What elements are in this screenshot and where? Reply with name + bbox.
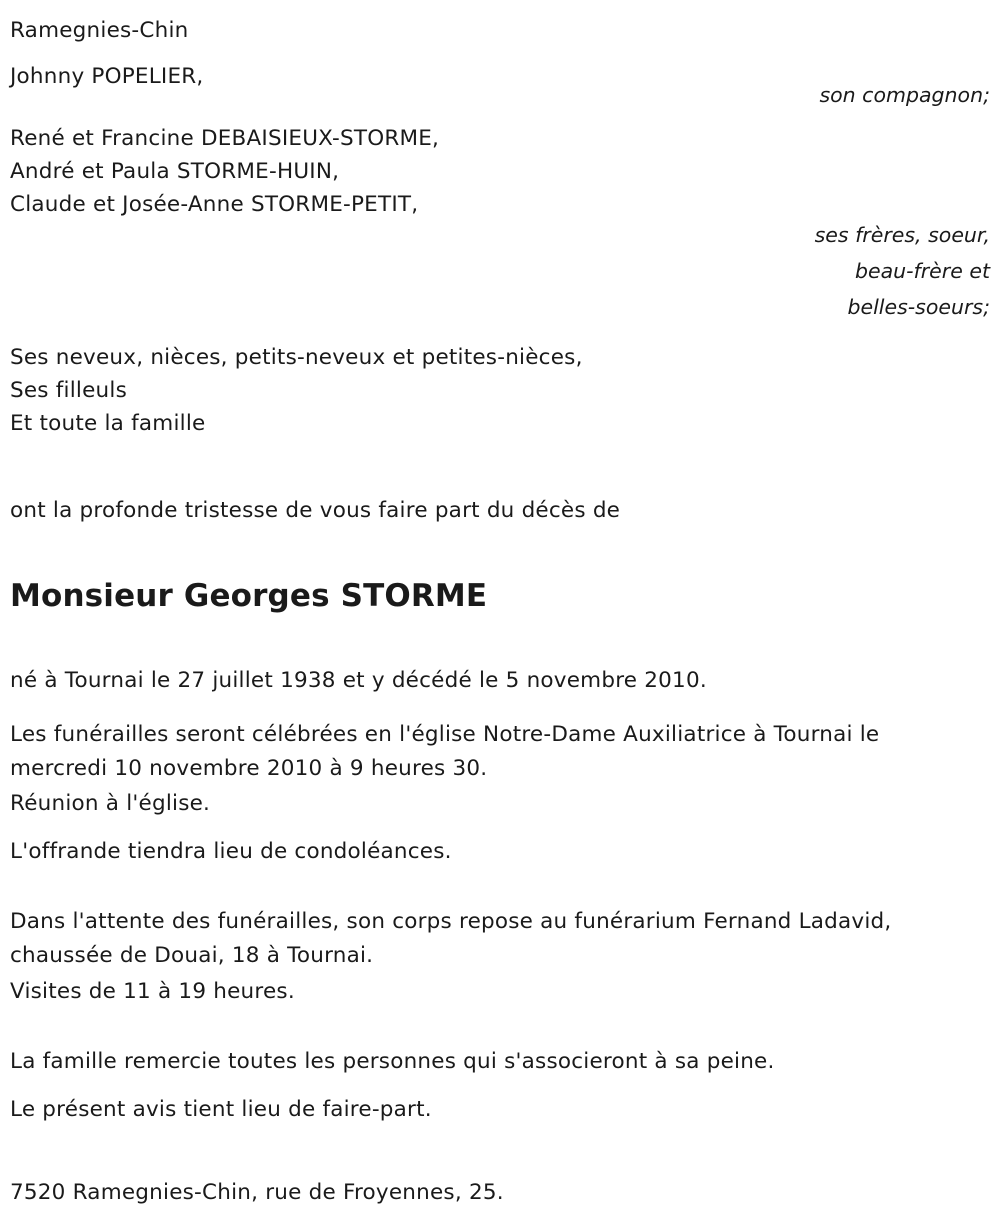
- siblings-relation-label-3: belles-soeurs;: [847, 295, 990, 319]
- partner-relation-label: son compagnon;: [819, 83, 990, 107]
- notice-paragraph: Le présent avis tient lieu de faire-part.: [10, 1097, 432, 1122]
- visiting-hours-paragraph: Visites de 11 à 19 heures.: [10, 979, 295, 1004]
- announcement-lead-line: ont la profonde tristesse de vous faire part du décès de: [10, 498, 621, 523]
- extended-family-line-3: Et toute la famille: [10, 411, 206, 436]
- gathering-detail-paragraph: Réunion à l'église.: [10, 791, 211, 816]
- siblings-relation-label-2: beau-frère et: [854, 259, 990, 283]
- extended-family-line-2: Ses filleuls: [10, 378, 128, 403]
- funeral-detail-paragraph: Les funérailles seront célébrées en l'église Notre-Dame Auxiliatrice à Tournai le mercredi 10 novembre 2010 à 9 heures 30.: [10, 722, 880, 781]
- deceased-name-heading: Monsieur Georges STORME: [10, 578, 488, 614]
- partner-name-line: Johnny POPELIER,: [10, 64, 204, 89]
- address-line: 7520 Ramegnies-Chin, rue de Froyennes, 25.: [10, 1180, 504, 1205]
- sibling-line-1: René et Francine DEBAISIEUX-STORME,: [10, 126, 440, 151]
- locality-line: Ramegnies-Chin: [10, 18, 189, 43]
- extended-family-line-1: Ses neveux, nièces, petits-neveux et petites-nièces,: [10, 345, 583, 370]
- birth-death-line: né à Tournai le 27 juillet 1938 et y décédé le 5 novembre 2010.: [10, 668, 707, 693]
- offering-detail-paragraph: L'offrande tiendra lieu de condoléances.: [10, 839, 452, 864]
- sibling-line-3: Claude et Josée-Anne STORME-PETIT,: [10, 192, 419, 217]
- repose-detail-paragraph: Dans l'attente des funérailles, son corps repose au funérarium Fernand Ladavid, chaussée de Douai, 18 à Tournai.: [10, 909, 892, 968]
- sibling-line-2: André et Paula STORME-HUIN,: [10, 159, 340, 184]
- siblings-relation-label-1: ses frères, soeur,: [814, 223, 990, 247]
- thanks-paragraph: La famille remercie toutes les personnes qui s'associeront à sa peine.: [10, 1049, 775, 1074]
